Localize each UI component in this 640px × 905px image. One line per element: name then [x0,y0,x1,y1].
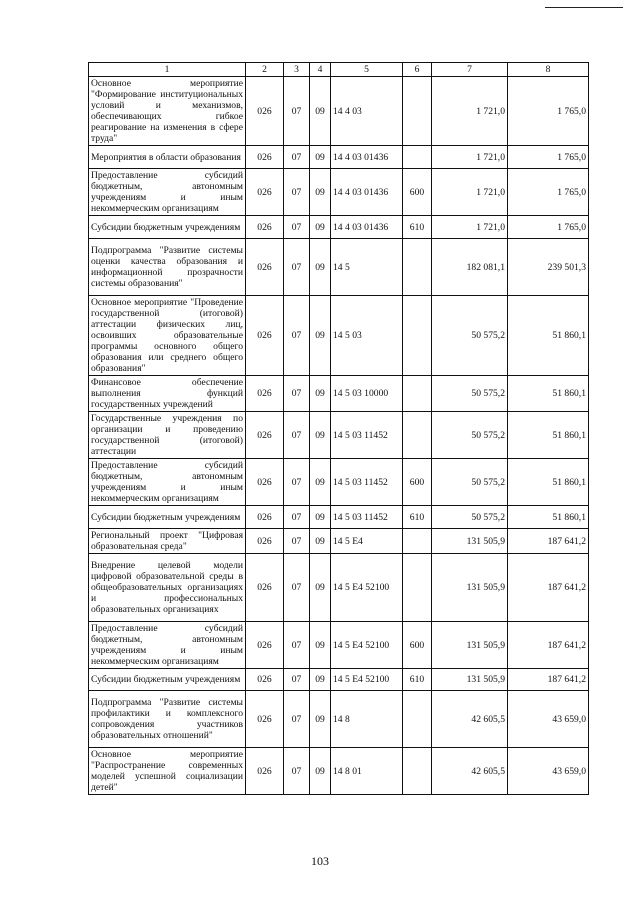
subsection-code: 09 [310,691,331,748]
expense-type-code [403,691,432,748]
section-code: 07 [284,459,310,506]
row-name: Субсидии бюджетным учреждениям [89,506,246,529]
target-article-code: 14 5 03 11452 [331,506,403,529]
target-article-code: 14 5 E4 52100 [331,622,403,669]
expense-type-code [403,748,432,795]
row-name: Предоставление субсидий бюджетным, автономным учреждениям и иным некоммерческим организациям [89,622,246,669]
amount-year-1: 131 505,9 [432,529,508,554]
table-row [89,216,589,239]
subsection-code: 09 [310,169,331,216]
expense-type-code [403,529,432,554]
header-cell: 3 [284,63,310,77]
grbs-code: 026 [246,296,284,376]
row-name: Региональный проект "Цифровая образовательная среда" [89,529,246,554]
header-cell: 4 [310,63,331,77]
target-article-code: 14 8 01 [331,748,403,795]
table-row [89,622,589,669]
section-code: 07 [284,239,310,296]
target-article-code: 14 5 E4 52100 [331,554,403,622]
row-name: Предоставление субсидий бюджетным, автономным учреждениям и иным некоммерческим организациям [89,169,246,216]
amount-year-1: 182 081,1 [432,239,508,296]
row-name: Основное мероприятие "Формирование институциональных условий и механизмов, обеспечивающих гибкое реагирование на изменения в сфере труда" [89,77,246,146]
row-name: Государственные учреждения по организации и проведению государственной (итоговой) аттестации [89,412,246,459]
amount-year-1: 42 605,5 [432,691,508,748]
amount-year-2: 51 860,1 [508,376,589,412]
target-article-code: 14 4 03 01436 [331,169,403,216]
grbs-code: 026 [246,622,284,669]
section-code: 07 [284,412,310,459]
target-article-code: 14 5 [331,239,403,296]
section-code: 07 [284,169,310,216]
table-row [89,169,589,216]
amount-year-2: 1 765,0 [508,216,589,239]
amount-year-1: 50 575,2 [432,296,508,376]
table-row [89,146,589,169]
expense-type-code: 610 [403,216,432,239]
row-name: Финансовое обеспечение выполнения функций государственных учреждений [89,376,246,412]
grbs-code: 026 [246,77,284,146]
top-rule [545,7,623,8]
row-name: Предоставление субсидий бюджетным, автономным учреждениям и иным некоммерческим организациям [89,459,246,506]
amount-year-2: 43 659,0 [508,748,589,795]
section-code: 07 [284,529,310,554]
grbs-code: 026 [246,412,284,459]
budget-table [88,62,589,795]
table-row [89,459,589,506]
grbs-code: 026 [246,554,284,622]
amount-year-2: 51 860,1 [508,459,589,506]
grbs-code: 026 [246,748,284,795]
subsection-code: 09 [310,296,331,376]
section-code: 07 [284,669,310,691]
grbs-code: 026 [246,529,284,554]
expense-type-code [403,376,432,412]
amount-year-2: 51 860,1 [508,412,589,459]
table-row [89,529,589,554]
expense-type-code [403,412,432,459]
expense-type-code: 610 [403,506,432,529]
row-name: Основное мероприятие "Проведение государственной (итоговой) аттестации физических лиц, освоивших образовательные программы основного общего образования или среднего общего образования" [89,296,246,376]
section-code: 07 [284,77,310,146]
section-code: 07 [284,146,310,169]
amount-year-2: 51 860,1 [508,296,589,376]
header-cell: 6 [403,63,432,77]
amount-year-1: 1 721,0 [432,169,508,216]
amount-year-2: 1 765,0 [508,77,589,146]
subsection-code: 09 [310,239,331,296]
table-row [89,748,589,795]
amount-year-2: 187 641,2 [508,529,589,554]
expense-type-code: 600 [403,622,432,669]
expense-type-code [403,296,432,376]
amount-year-2: 239 501,3 [508,239,589,296]
table-row [89,554,589,622]
amount-year-2: 1 765,0 [508,169,589,216]
target-article-code: 14 5 03 [331,296,403,376]
target-article-code: 14 8 [331,691,403,748]
amount-year-2: 43 659,0 [508,691,589,748]
target-article-code: 14 4 03 01436 [331,146,403,169]
expense-type-code [403,239,432,296]
grbs-code: 026 [246,506,284,529]
grbs-code: 026 [246,169,284,216]
grbs-code: 026 [246,216,284,239]
grbs-code: 026 [246,376,284,412]
subsection-code: 09 [310,506,331,529]
section-code: 07 [284,554,310,622]
amount-year-2: 187 641,2 [508,554,589,622]
target-article-code: 14 5 03 11452 [331,459,403,506]
target-article-code: 14 5 03 10000 [331,376,403,412]
subsection-code: 09 [310,146,331,169]
grbs-code: 026 [246,691,284,748]
page-number: 103 [311,854,329,868]
subsection-code: 09 [310,669,331,691]
table-row [89,296,589,376]
amount-year-1: 50 575,2 [432,506,508,529]
table-header-row [89,63,589,77]
grbs-code: 026 [246,239,284,296]
header-cell: 1 [89,63,246,77]
grbs-code: 026 [246,146,284,169]
table-row [89,376,589,412]
amount-year-1: 1 721,0 [432,146,508,169]
amount-year-2: 1 765,0 [508,146,589,169]
expense-type-code: 600 [403,169,432,216]
amount-year-1: 50 575,2 [432,412,508,459]
amount-year-1: 1 721,0 [432,216,508,239]
header-cell: 2 [246,63,284,77]
amount-year-1: 131 505,9 [432,669,508,691]
section-code: 07 [284,622,310,669]
amount-year-1: 50 575,2 [432,459,508,506]
table-row [89,77,589,146]
expense-type-code [403,77,432,146]
table-row [89,669,589,691]
row-name: Подпрограмма "Развитие системы профилактики и комплексного сопровождения участников образовательных отношений" [89,691,246,748]
subsection-code: 09 [310,748,331,795]
target-article-code: 14 5 E4 [331,529,403,554]
expense-type-code [403,554,432,622]
table-row [89,691,589,748]
section-code: 07 [284,376,310,412]
table-row [89,506,589,529]
header-cell: 7 [432,63,508,77]
subsection-code: 09 [310,216,331,239]
row-name: Субсидии бюджетным учреждениям [89,216,246,239]
header-cell: 8 [508,63,589,77]
amount-year-1: 131 505,9 [432,554,508,622]
amount-year-2: 51 860,1 [508,506,589,529]
expense-type-code [403,146,432,169]
subsection-code: 09 [310,77,331,146]
target-article-code: 14 4 03 01436 [331,216,403,239]
expense-type-code: 600 [403,459,432,506]
row-name: Основное мероприятие "Распространение современных моделей успешной социализации детей" [89,748,246,795]
grbs-code: 026 [246,669,284,691]
amount-year-2: 187 641,2 [508,622,589,669]
subsection-code: 09 [310,554,331,622]
row-name: Внедрение целевой модели цифровой образовательной среды в общеобразовательных организациях и профессиональных образовательных организациях [89,554,246,622]
amount-year-1: 42 605,5 [432,748,508,795]
header-cell: 5 [331,63,403,77]
row-name: Субсидии бюджетным учреждениям [89,669,246,691]
target-article-code: 14 4 03 [331,77,403,146]
amount-year-2: 187 641,2 [508,669,589,691]
table-row [89,239,589,296]
section-code: 07 [284,691,310,748]
section-code: 07 [284,216,310,239]
section-code: 07 [284,748,310,795]
row-name: Мероприятия в области образования [89,146,246,169]
section-code: 07 [284,506,310,529]
subsection-code: 09 [310,412,331,459]
table-body [89,77,589,795]
section-code: 07 [284,296,310,376]
subsection-code: 09 [310,622,331,669]
table-row [89,412,589,459]
target-article-code: 14 5 03 11452 [331,412,403,459]
subsection-code: 09 [310,459,331,506]
row-name: Подпрограмма "Развитие системы оценки качества образования и информационной прозрачности системы образования" [89,239,246,296]
subsection-code: 09 [310,376,331,412]
amount-year-1: 50 575,2 [432,376,508,412]
target-article-code: 14 5 E4 52100 [331,669,403,691]
grbs-code: 026 [246,459,284,506]
amount-year-1: 1 721,0 [432,77,508,146]
expense-type-code: 610 [403,669,432,691]
amount-year-1: 131 505,9 [432,622,508,669]
subsection-code: 09 [310,529,331,554]
